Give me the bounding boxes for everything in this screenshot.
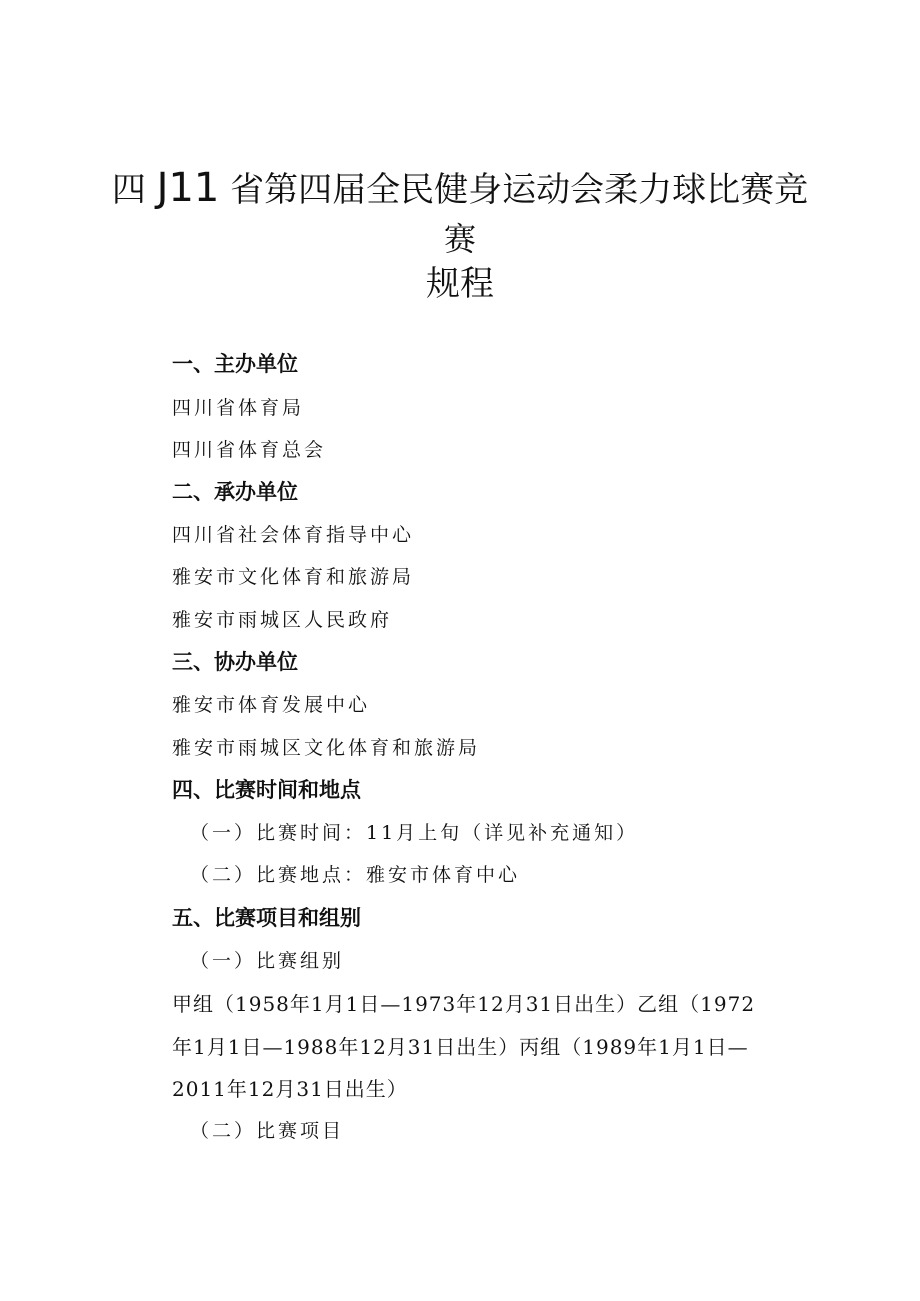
list-item: 雅安市体育发展中心: [172, 694, 371, 716]
document-title-line-3: 规程: [426, 264, 494, 304]
list-item: 四川省社会体育指导中心: [172, 524, 415, 546]
title-mid: J11: [156, 165, 220, 211]
list-item: 四川省体育总会: [172, 439, 327, 461]
section-heading-events-groups: 五、比赛项目和组别: [172, 906, 361, 930]
section-heading-time-place: 四、比赛时间和地点: [172, 778, 361, 802]
paragraph-line: 2011年12月31日出生）: [172, 1077, 408, 1101]
title-rest: 省第四届全民健身运动会柔力球比赛竞: [230, 170, 809, 210]
list-item: （二）比赛地点：雅安市体育中心: [190, 864, 521, 886]
section-heading-organizer: 一、主办单位: [172, 352, 298, 376]
list-item: 雅安市雨城区文化体育和旅游局: [172, 737, 481, 759]
document-title-line-2: 赛: [443, 220, 476, 258]
document-title-line-1: [0, 162, 920, 211]
list-item: 四川省体育局: [172, 397, 305, 419]
subsection-heading: （一）比赛组别: [190, 950, 345, 972]
section-heading-co-organizer: 三、协办单位: [172, 650, 298, 674]
paragraph-line: 甲组（1958年1月1日—1973年12月31日出生）乙组（1972: [172, 992, 756, 1016]
subsection-heading: （二）比赛项目: [190, 1120, 345, 1142]
paragraph-line: 年1月1日—1988年12月31日出生）丙组（1989年1月1日—: [172, 1035, 749, 1059]
list-item: （一）比赛时间：11月上旬（详见补充通知）: [190, 822, 639, 844]
title-prefix: 四: [111, 170, 146, 210]
list-item: 雅安市文化体育和旅游局: [172, 566, 415, 588]
section-heading-host: 二、承办单位: [172, 480, 298, 504]
list-item: 雅安市雨城区人民政府: [172, 609, 393, 631]
